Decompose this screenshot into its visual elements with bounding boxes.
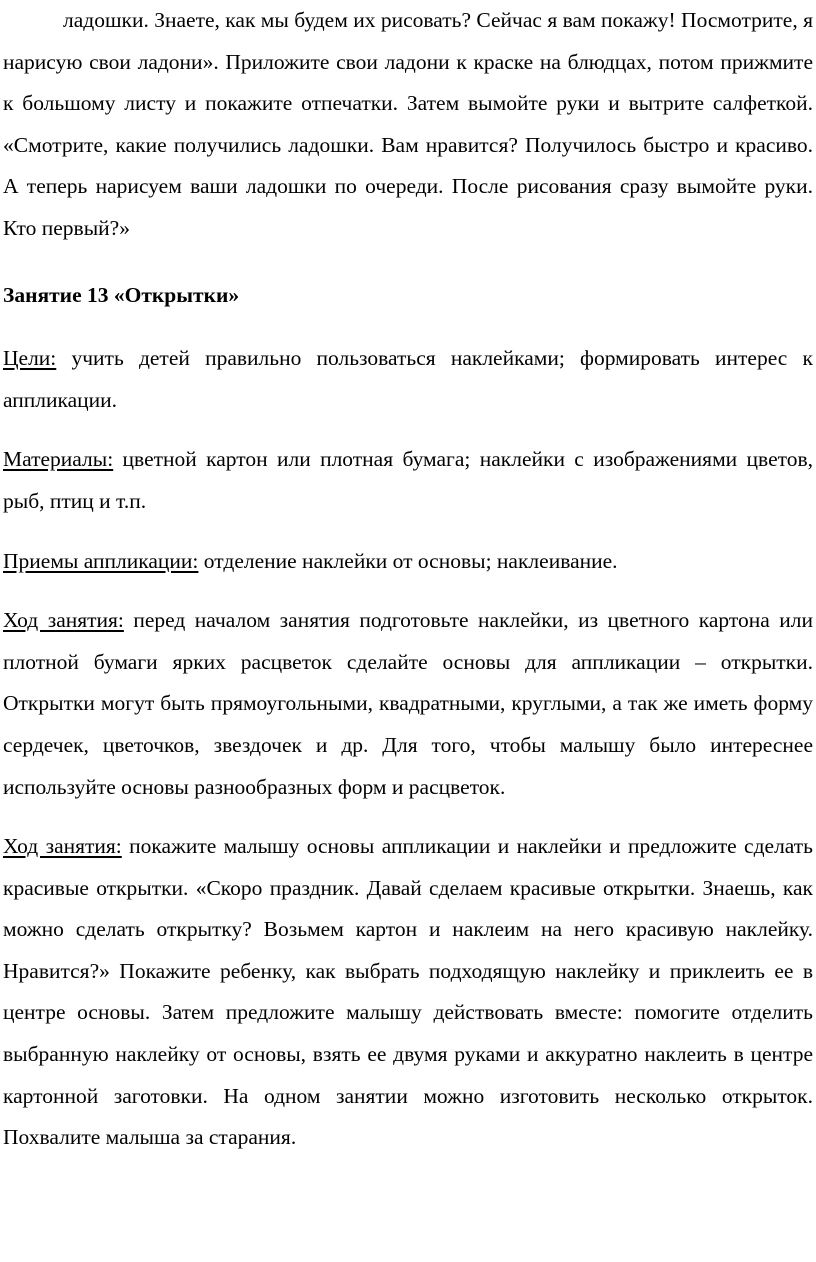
procedure-preparation-text: перед началом занятия подготовьте наклейки, из цветного картона или плотной бумаги ярких расцветок сделайте основы для аппликации – открытки. Открытки могут быть прямоугольными, квадратными, круглыми, а так же иметь форму сердечек, цветочков, звездочек и др. Для того, чтобы малышу было интереснее используйте основы разнообразных форм и расцветок.: [3, 608, 813, 799]
procedure-preparation-paragraph: [3, 600, 813, 808]
techniques-text: отделение наклейки от основы; наклеивание.: [198, 548, 618, 573]
lesson-title: Занятие 13 «Открытки»: [3, 282, 240, 307]
goals-label: Цели:: [3, 346, 57, 371]
goals-text: учить детей правильно пользоваться наклейками; формировать интерес к аппликации.: [3, 346, 813, 412]
techniques-paragraph: [3, 541, 813, 583]
intro-paragraph: ладошки. Знаете, как мы будем их рисовать? Сейчас я вам покажу! Посмотрите, я нарисую свои ладони». Приложите свои ладони к краске на блюдцах, потом прижмите к большому листу и покажите отпечатки. Затем вымойте руки и вытрите салфеткой. «Смотрите, какие получились ладошки. Вам нравится? Получилось быстро и красиво. А теперь нарисуем ваши ладошки по очереди. После рисования сразу вымойте руки. Кто первый?»: [3, 8, 813, 240]
procedure-main-label: Ход занятия:: [3, 834, 122, 859]
procedure-main-paragraph: [3, 826, 813, 1159]
goals-paragraph: [3, 338, 813, 421]
materials-label: Материалы:: [3, 447, 114, 472]
procedure-preparation-label: Ход занятия:: [3, 608, 124, 633]
materials-text: цветной картон или плотная бумага; наклейки с изображениями цветов, рыб, птиц и т.п.: [3, 447, 813, 513]
techniques-label: Приемы аппликации:: [3, 548, 199, 573]
procedure-main-text: покажите малышу основы аппликации и наклейки и предложите сделать красивые открытки. «Скоро праздник. Давай сделаем красивые открытки. Знаешь, как можно сделать открытку? Возьмем картон и наклеим на него красивую наклейку. Нравится?» Покажите ребенку, как выбрать подходящую наклейку и приклеить ее в центре основы. Затем предложите малышу действовать вместе: помогите отделить выбранную наклейку от основы, взять ее двумя руками и аккуратно наклеить в центре картонной заготовки. На одном занятии можно изготовить несколько открыток. Похвалите малыша за старания.: [3, 834, 813, 1150]
materials-paragraph: [3, 439, 813, 522]
